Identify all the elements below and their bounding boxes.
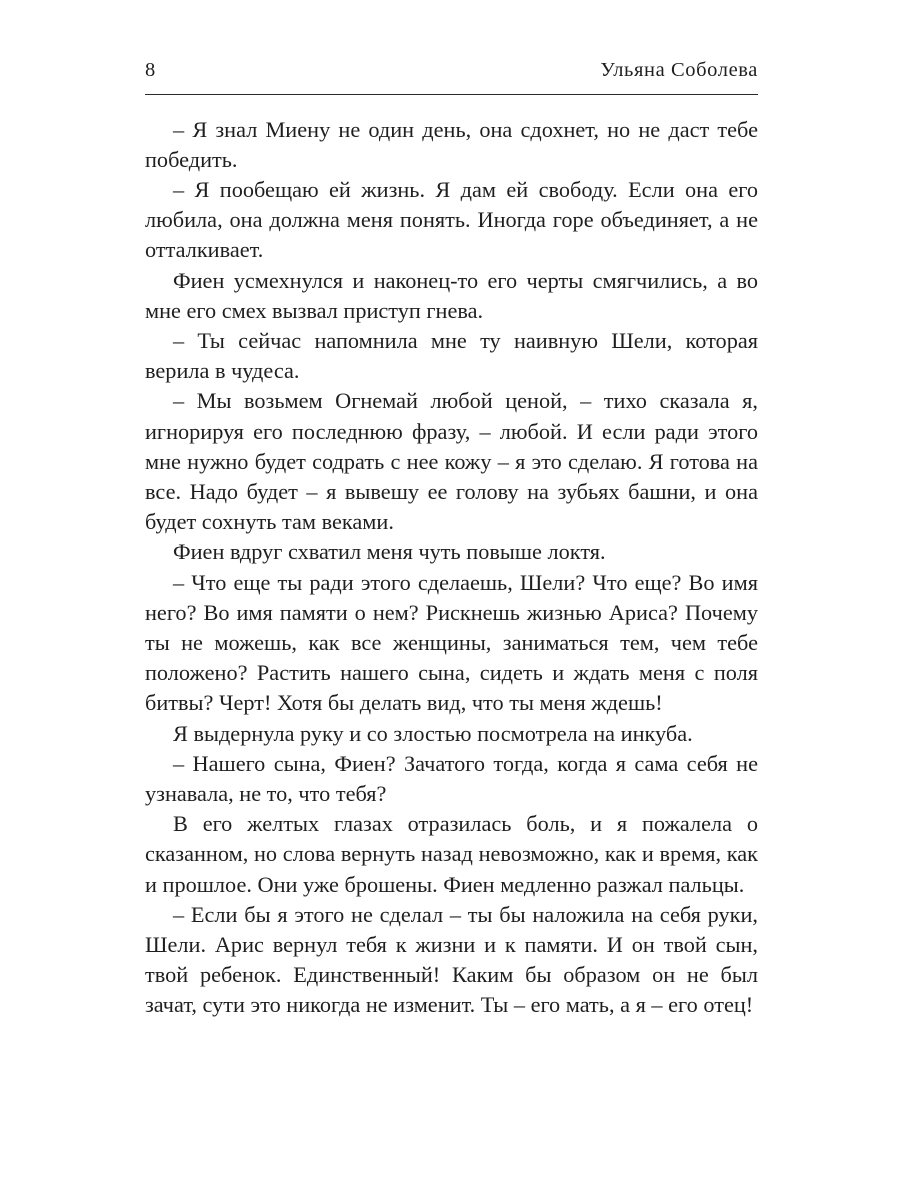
page-number: 8 [145, 59, 156, 81]
book-page [145, 60, 758, 1021]
paragraph: – Что еще ты ради этого сделаешь, Шели? Что еще? Во имя него? Во имя памяти о нем? Рискнешь жизнью Ариса? Почему ты не можешь, как все женщины, заниматься тем, чем тебе положено? Растить нашего сына, сидеть и ждать меня с поля битвы? Черт! Хотя бы делать вид, что ты меня ждешь! [145, 569, 758, 716]
paragraph: Я выдернула руку и со злостью посмотрела на инкуба. [173, 720, 693, 746]
text-body [145, 115, 758, 1021]
paragraph: В его желтых глазах отразилась боль, и я пожалела о сказанном, но слова вернуть назад невозможно, как и время, как и прошлое. Они уже брошены. Фиен медленно разжал пальцы. [145, 811, 758, 897]
paragraph: – Если бы я этого не сделал – ты бы наложила на себя руки, Шели. Арис вернул тебя к жизни и к памяти. И он твой сын, твой ребенок. Единственный! Каким бы образом он не был зачат, сути это никогда не изменит. Ты – его мать, а я – его отец! [145, 901, 758, 1018]
paragraph: Фиен усмехнулся и наконец-то его черты смягчились, а во мне его смех вызвал приступ гнева. [145, 267, 758, 323]
paragraph: – Я знал Миену не один день, она сдохнет, но не даст тебе победить. [145, 116, 758, 172]
running-header [145, 60, 758, 95]
paragraph: – Ты сейчас напомнила мне ту наивную Шели, которая верила в чудеса. [145, 327, 758, 384]
author-name: Ульяна Соболева [600, 59, 758, 81]
paragraph: – Я пообещаю ей жизнь. Я дам ей свободу. Если она его любила, она должна меня понять. Иногда горе объединяет, а не отталкивает. [145, 176, 758, 263]
paragraph: – Нашего сына, Фиен? Зачатого тогда, когда я сама себя не узнавала, не то, что тебя? [145, 750, 758, 806]
paragraph: Фиен вдруг схватил меня чуть повыше локтя. [173, 539, 606, 565]
paragraph: – Мы возьмем Огнемай любой ценой, – тихо сказала я, игнорируя его последнюю фразу, – любой. И если ради этого мне нужно будет содрать с нее кожу – я это сделаю. Я готова на все. Надо будет – я вывешу ее голову на зубьях башни, и она будет сохнуть там веками. [145, 388, 758, 535]
